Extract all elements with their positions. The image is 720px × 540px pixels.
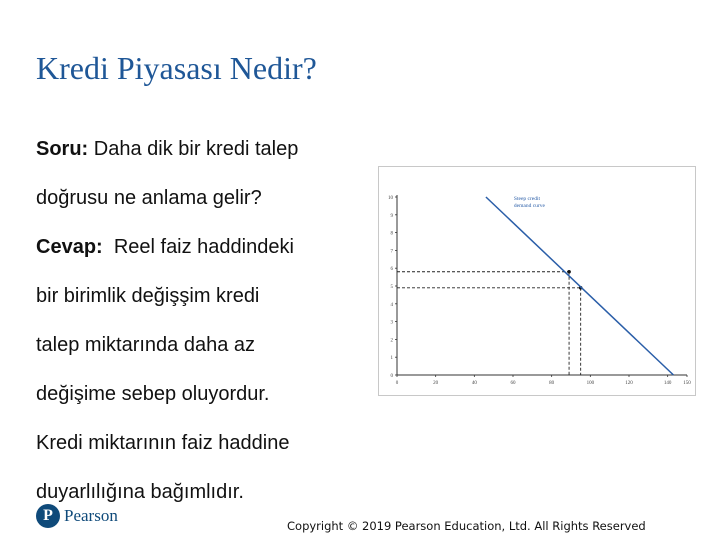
- question-text-1: Daha dik bir kredi talep: [88, 138, 299, 160]
- x-tick-label: 140: [663, 381, 672, 386]
- answer-text-1: Reel faiz haddindeki: [102, 236, 294, 258]
- answer-line-3: talep miktarında daha az: [36, 334, 256, 356]
- demand-curve-line: [486, 197, 674, 375]
- question-line-1: [36, 136, 366, 185]
- pearson-logo: [36, 504, 118, 528]
- pearson-logo-text: Pearson: [64, 506, 118, 525]
- series-label-line-1: Steep credit: [513, 196, 541, 202]
- series-label-line-2: demand curve: [513, 203, 545, 209]
- question-line-2: doğrusu ne anlama gelir?: [36, 187, 262, 209]
- x-tick-label: 120: [625, 381, 633, 386]
- question-label: Soru:: [36, 138, 89, 160]
- x-tick-label: 0: [395, 381, 399, 386]
- x-tick-label: 100: [586, 381, 595, 386]
- x-tick-label: 40: [471, 381, 477, 386]
- y-tick-label: 10: [388, 196, 393, 201]
- y-tick-label: 1: [390, 356, 393, 362]
- copyright-notice: Copyright © 2019 Pearson Education, Ltd. All Rights Reserved: [287, 519, 646, 533]
- answer-line-1: [36, 234, 366, 283]
- y-tick-label: 8: [390, 231, 393, 237]
- y-tick-label: 0: [390, 374, 393, 379]
- answer-line-4: değişime sebep oluyordur.: [36, 383, 270, 405]
- answer-line-5: Kredi miktarının faiz haddine: [36, 432, 290, 454]
- chart-svg: [379, 167, 695, 395]
- x-tick-label: 60: [510, 381, 516, 386]
- answer-line-2: bir birimlik değişşim kredi: [36, 285, 260, 307]
- y-tick-label: 7: [390, 249, 393, 255]
- y-tick-label: 3: [390, 320, 393, 326]
- x-tick-label: 80: [549, 381, 555, 386]
- y-tick-label: 9: [390, 213, 393, 219]
- answer-label: Cevap:: [36, 236, 103, 258]
- pearson-logo-icon: P: [36, 504, 60, 528]
- y-tick-label: 6: [390, 267, 393, 273]
- x-tick-label: 150: [683, 381, 691, 386]
- y-tick-label: 4: [390, 302, 393, 308]
- x-tick-label: 20: [433, 381, 439, 386]
- answer-line-6: duyarlılığına bağımlıdır.: [36, 481, 244, 503]
- slide-title: Kredi Piyasası Nedir?: [36, 50, 317, 86]
- slide-body: [36, 136, 366, 528]
- y-tick-label: 2: [390, 338, 393, 344]
- guide-point: [567, 270, 571, 274]
- credit-demand-chart: [378, 166, 696, 396]
- y-tick-label: 5: [390, 285, 393, 290]
